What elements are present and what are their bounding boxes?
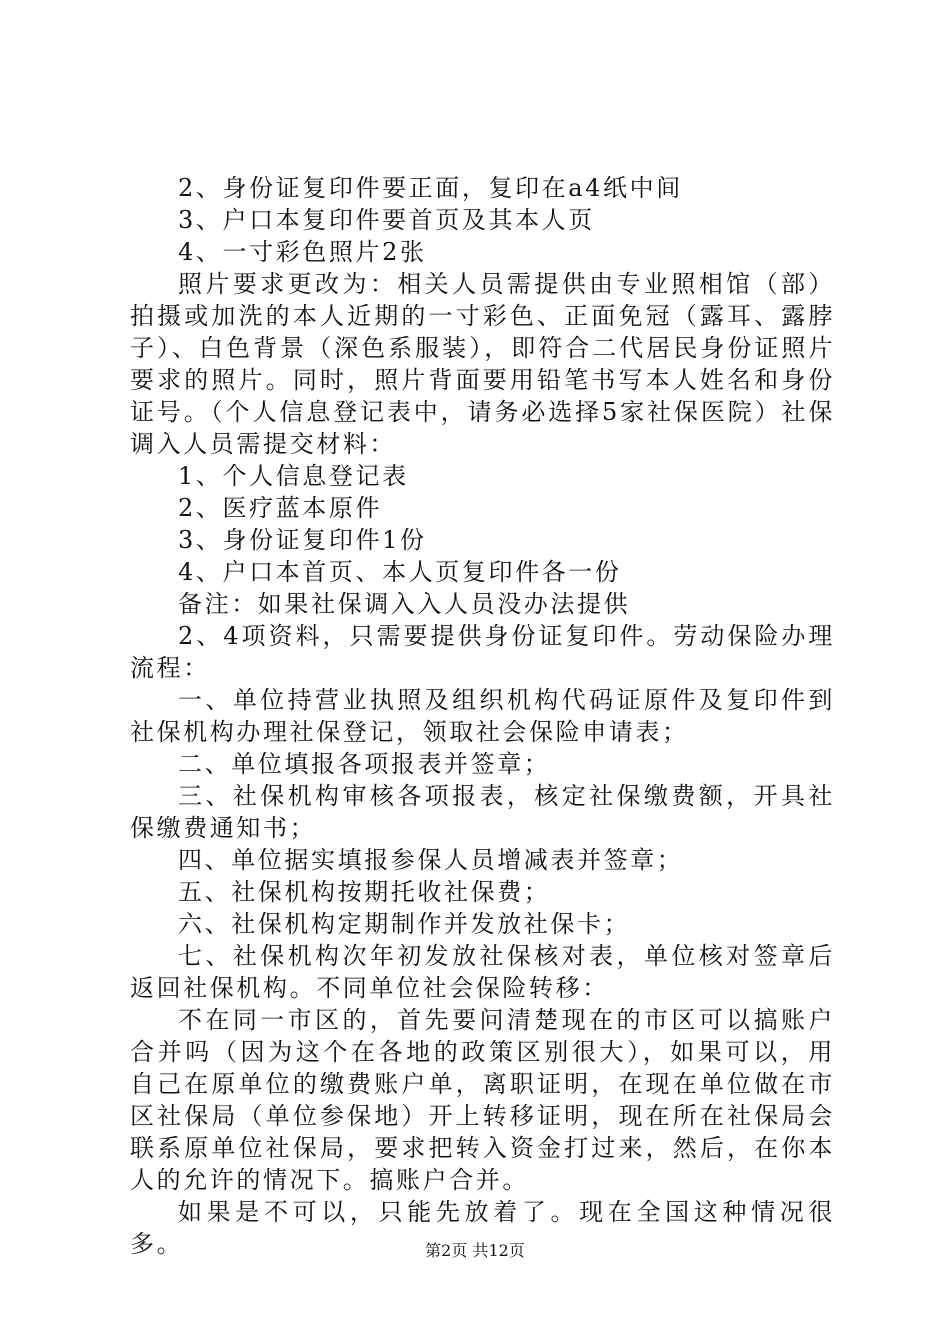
paragraph-10: 2、4项资料，只需要提供身份证复印件。劳动保险办理流程： xyxy=(130,622,835,682)
page-number-footer: 第2页 共12页 xyxy=(425,1241,525,1260)
paragraph-17: 七、社保机构次年初发放社保核对表，单位核对签章后返回社保机构。不同单位社会保险转移： xyxy=(130,942,835,1002)
paragraph-3: 4、一寸彩色照片2张 xyxy=(178,238,427,266)
document-body xyxy=(130,172,835,1260)
paragraph-14: 四、单位据实填报参保人员增减表并签章； xyxy=(178,846,684,874)
paragraph-2: 3、户口本复印件要首页及其本人页 xyxy=(178,206,595,234)
paragraph-1: 2、身份证复印件要正面，复印在a4纸中间 xyxy=(178,174,683,202)
paragraph-19: 如果是不可以，只能先放着了。现在全国这种情况很多。 xyxy=(130,1198,835,1258)
paragraph-7: 3、身份证复印件1份 xyxy=(178,526,427,554)
paragraph-6: 2、医疗蓝本原件 xyxy=(178,494,383,522)
paragraph-4: 照片要求更改为：相关人员需提供由专业照相馆（部）拍摄或加洗的本人近期的一寸彩色、正面免冠（露耳、露脖子）、白色背景（深色系服装），即符合二代居民身份证照片要求的照片。同时，照片背面要用铅笔书写本人姓名和身份证号。（个人信息登记表中，请务必选择5家社保医院）社保调入人员需提交材料： xyxy=(130,270,835,458)
paragraph-9: 备注：如果社保调入入人员没办法提供 xyxy=(178,590,631,618)
paragraph-15: 五、社保机构按期托收社保费； xyxy=(178,878,551,906)
paragraph-18: 不在同一市区的，首先要问清楚现在的市区可以搞账户合并吗（因为这个在各地的政策区别很大），如果可以，用自己在原单位的缴费账户单，离职证明，在现在单位做在市区社保局（单位参保地）开上转移证明，现在所在社保局会联系原单位社保局，要求把转入资金打过来，然后，在你本人的允许的情况下。搞账户合并。 xyxy=(130,1006,835,1194)
paragraph-8: 4、户口本首页、本人页复印件各一份 xyxy=(178,558,622,586)
paragraph-11: 一、单位持营业执照及组织机构代码证原件及复印件到社保机构办理社保登记，领取社会保险申请表； xyxy=(130,686,835,746)
paragraph-13: 三、社保机构审核各项报表，核定社保缴费额，开具社保缴费通知书； xyxy=(130,782,835,842)
paragraph-16: 六、社保机构定期制作并发放社保卡； xyxy=(178,910,631,938)
paragraph-12: 二、单位填报各项报表并签章； xyxy=(178,750,551,778)
paragraph-5: 1、个人信息登记表 xyxy=(178,462,409,490)
